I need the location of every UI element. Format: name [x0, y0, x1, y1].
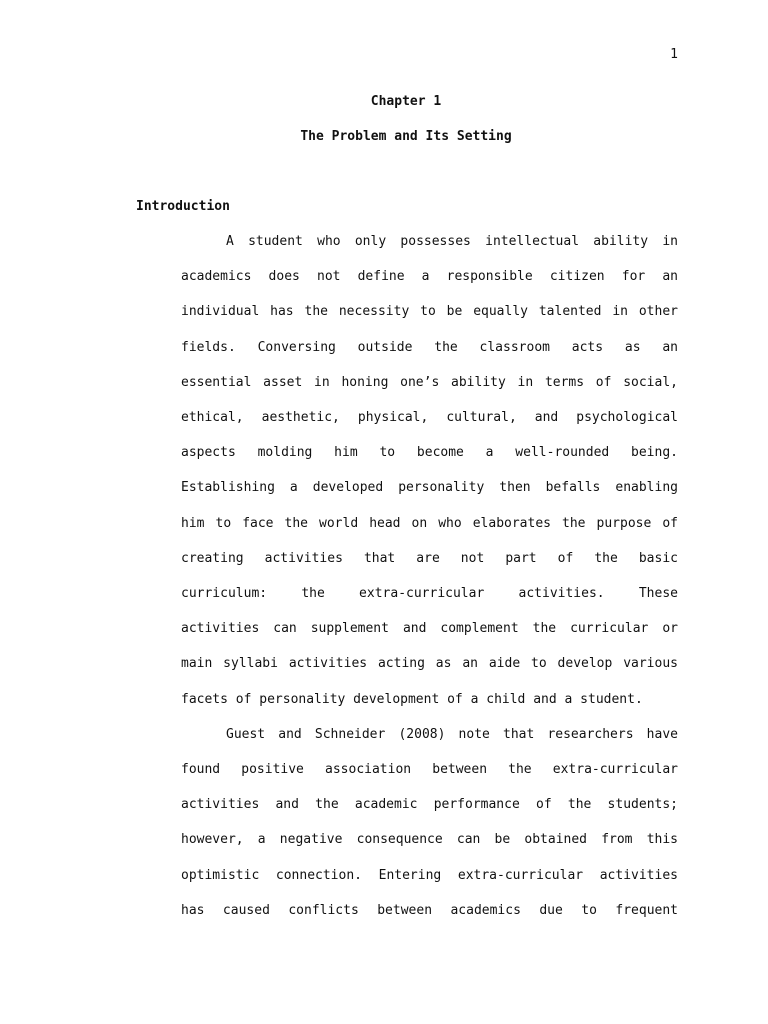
text-line: fields. Conversing outside the classroom acts as an — [181, 339, 678, 355]
text-line: essential asset in honing one’s ability in terms of social, — [181, 374, 678, 390]
text-line: activities can supplement and complement the curricular or — [181, 621, 678, 637]
text-line: individual has the necessity to be equally talented in other — [181, 304, 678, 320]
text-line: ethical, aesthetic, physical, cultural, and psychological — [181, 410, 678, 426]
chapter-title: The Problem and Its Setting — [300, 129, 512, 144]
text-line: facets of personality development of a child and a student. — [181, 691, 643, 707]
text-line: curriculum: the extra-curricular activities. These — [181, 586, 678, 602]
text-line: found positive association between the extra-curricular — [181, 762, 678, 778]
paragraph-1 — [136, 224, 678, 717]
text-line: activities and the academic performance of the students; — [181, 797, 678, 813]
text-line: aspects molding him to become a well-rounded being. — [181, 445, 678, 461]
text-line: has caused conflicts between academics due to frequent — [181, 902, 678, 918]
page-number: 1 — [670, 47, 678, 62]
text-line: academics does not define a responsible citizen for an — [181, 269, 678, 285]
text-line: optimistic connection. Entering extra-curricular activities — [181, 867, 678, 883]
text-line: Guest and Schneider (2008) note that researchers have — [226, 726, 678, 742]
text-line: creating activities that are not part of the basic — [181, 550, 678, 566]
text-line: A student who only possesses intellectual ability in — [226, 234, 678, 249]
text-line: however, a negative consequence can be obtained from this — [181, 832, 678, 848]
section-heading-introduction: Introduction — [136, 199, 230, 214]
paragraph-2 — [136, 717, 678, 928]
text-line: him to face the world head on who elaborates the purpose of — [181, 515, 678, 531]
body-text — [136, 224, 678, 928]
chapter-heading: Chapter 1 — [370, 94, 442, 109]
text-line: Establishing a developed personality then befalls enabling — [181, 480, 678, 496]
text-line: main syllabi activities acting as an aide to develop various — [181, 656, 678, 672]
